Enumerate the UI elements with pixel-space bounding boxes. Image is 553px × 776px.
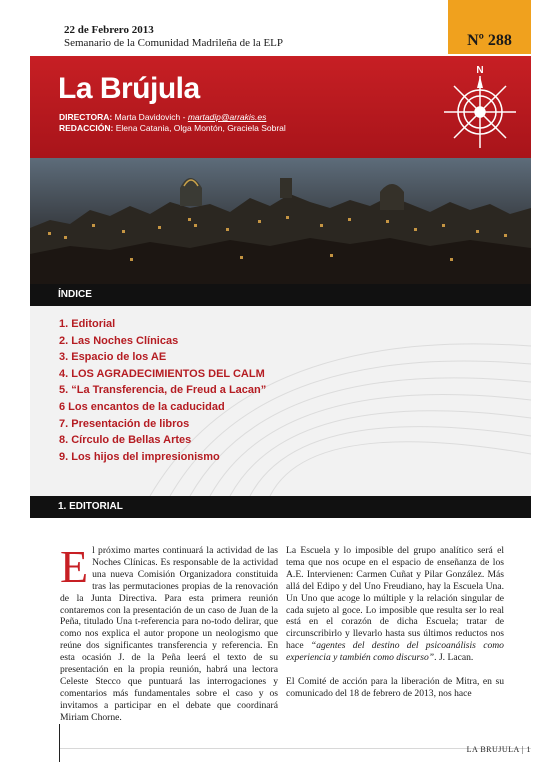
index-item-bellas-artes[interactable]: 8. Círculo de Bellas Artes (59, 434, 192, 447)
compass-rose-icon (440, 60, 520, 156)
editors-label: REDACCIÓN: (59, 123, 114, 133)
lacan-attribution: . J. Lacan. (434, 652, 474, 664)
publication-subtitle: Semanario de la Comunidad Madrileña de la ELP (64, 37, 284, 49)
editorial-heading-bar (30, 496, 531, 518)
editorial-right-column (286, 545, 504, 712)
footer-vertical-rule (59, 724, 60, 762)
issue-number: Nº 288 (467, 32, 512, 49)
editors-names: Elena Catania, Olga Montón, Graciela Sobral (115, 123, 286, 133)
index-item-agradecimientos[interactable]: 4. LOS AGRADECIMIENTOS DEL CALM (59, 367, 265, 380)
editorial-paragraph-2 (286, 545, 504, 664)
newsletter-title: La Brújula (58, 72, 200, 105)
index-item-presentacion-libros[interactable]: 7. Presentación de libros (59, 417, 190, 430)
index-item-editorial[interactable]: 1. Editorial (59, 318, 116, 330)
footer-separator: | (521, 745, 524, 754)
editorial-paragraph-3: El Comité de acción para la liberación de Mitra, en su comunicado del 18 de febrero de 2013, nos hace (286, 676, 504, 699)
page-number: 1 (526, 745, 531, 754)
index-heading: ÍNDICE (58, 289, 92, 300)
issue-date: 22 de Febrero 2013 (64, 24, 154, 36)
director-label: DIRECTORA: (59, 112, 113, 122)
page-footer (467, 745, 531, 754)
editorial-left-column (60, 541, 278, 736)
masthead (30, 56, 531, 158)
city-skyline-photo (30, 158, 531, 284)
index-item-caducidad[interactable]: 6 Los encantos de la caducidad (59, 400, 225, 413)
index-item-transferencia[interactable]: 5. “La Transferencia, de Freud a Lacan” (59, 384, 267, 397)
index-list (59, 316, 266, 465)
editorial-left-text: l próximo martes continuará la actividad de las Noches Clínicas. Es responsable de la actividad una nueva Comisión Organizadora constituida tras las permutaciones propias de la renovación de la Junta Directiva. Para esta primera reunión contaremos con la presentación de un caso de Juan de la Peña, titulado Una t-referencia para no-todo delirar, que como nos explica el autor propone un neologismo que reúne dos significantes transferencia y referencia. En esta ocasión J. de la Peña leerá el texto de su presentación en la propia reunión, habrá una lectora Celeste Stecco que puntuará las interrogaciones y comentarios más fundamentales sobre el caso y os invitamos a participar en el debate que coordinará Miriam Chorne. (60, 545, 278, 723)
director-email-link[interactable]: martadip@arrakis.es (187, 112, 267, 122)
credits (59, 112, 286, 134)
index-item-espacio-ae[interactable]: 3. Espacio de los AE (59, 351, 167, 364)
director-name: Marta Davidovich - (114, 112, 186, 122)
editorial-right-text: La Escuela y lo imposible del grupo analítico será el tema que nos ocupe en el espacio de enseñanza de los A.E. Intervienen: Carmen Cuñat y Pilar González. Más allá del Edipo y del Uno Freudiano, hay la Escuela Una. Un Uno que acoge lo múltiple y la relación singular de cada sujeto al goce. Lo imposible que resulta ser lo real está en el corazón de dicha Escuela; tratar de circunscribirlo y llevarlo hasta sus últimos reductos nos hace (286, 545, 504, 652)
index-item-noches-clinicas[interactable]: 2. Las Noches Clínicas (59, 334, 179, 347)
date-block (64, 24, 283, 50)
skyline-illustration (30, 158, 531, 284)
issue-number-tab (448, 0, 531, 54)
footer-rule (60, 748, 531, 749)
index-item-impresionismo[interactable]: 9. Los hijos del impresionismo (59, 450, 220, 463)
lacan-quote: “agentes del destino del psicoanálisis como experiencia y también como discurso” (286, 640, 504, 664)
drop-cap: E (60, 541, 89, 592)
index-panel (30, 306, 531, 496)
editorial-paragraph-1 (60, 541, 278, 724)
director-line (59, 112, 286, 123)
editors-line (59, 123, 286, 134)
compass-north-letter: N (476, 65, 484, 76)
index-heading-bar (30, 284, 531, 306)
editorial-heading: 1. EDITORIAL (58, 501, 123, 512)
footer-label: LA BRUJULA (466, 745, 520, 754)
